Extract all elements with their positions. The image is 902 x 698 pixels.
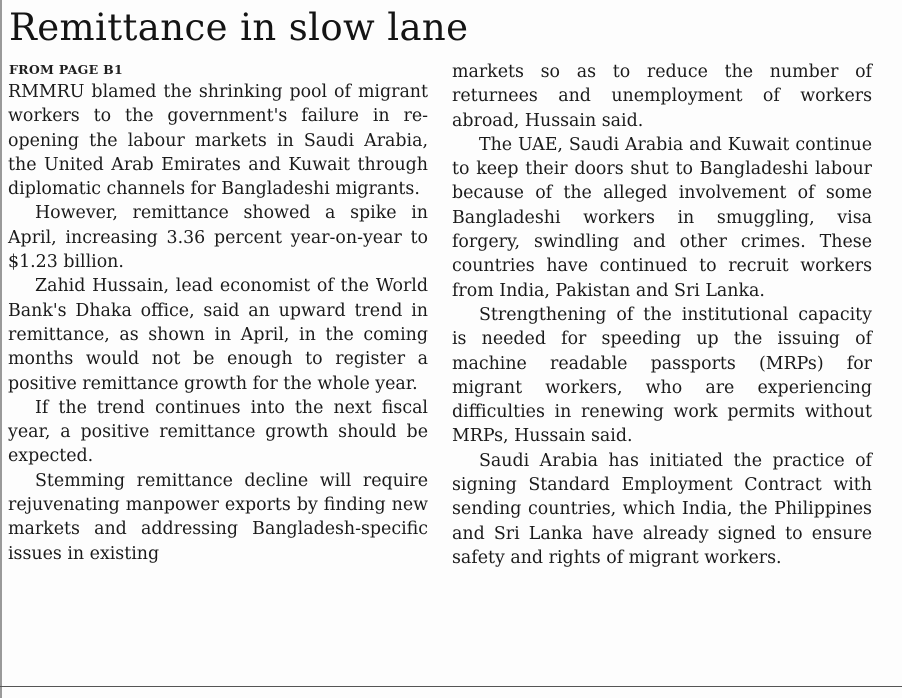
paragraph: RMMRU blamed the shrinking pool of migrant workers to the government's failure in re-opening the labour markets in Saudi Arabia, the United Arab Emirates and Kuwait through diplomatic channels for Bangladeshi migrants. xyxy=(8,82,428,200)
jump-line: FROM PAGE B1 xyxy=(9,62,123,77)
paragraph: Strengthening of the institutional capacity is needed for speeding up the issuing of machine readable passports (MRPs) for migrant workers, who are experiencing difficulties in renewing work permits without MRPs, Hussain said. xyxy=(452,304,872,447)
paragraph: Saudi Arabia has initiated the practice of signing Standard Employment Contract with sending countries, which India, the Philippines and Sri Lanka have already signed to ensure safety and rights of migrant workers. xyxy=(452,450,872,568)
paragraph: The UAE, Saudi Arabia and Kuwait continue to keep their doors shut to Bangladeshi labour because of the alleged involvement of some Bangladeshi workers in smuggling, visa forgery, swindling and other crimes. These countries have continued to recruit workers from India, Pakistan and Sri Lanka. xyxy=(452,134,872,301)
paragraph: If the trend continues into the next fiscal year, a positive remittance growth should be expected. xyxy=(8,397,428,467)
paragraph: Stemming remittance decline will require rejuvenating manpower exports by finding new markets and addressing Bangladesh-specific issues in existing xyxy=(8,470,428,564)
paragraph: Zahid Hussain, lead economist of the World Bank's Dhaka office, said an upward trend in remittance, as shown in April, in the coming months would not be enough to register a positive remittance growth for the whole year. xyxy=(8,276,428,394)
right-column xyxy=(452,60,872,570)
paragraph-continued: markets so as to reduce the number of returnees and unemployment of workers abroad, Hussain said. xyxy=(452,62,872,131)
article-headline: Remittance in slow lane xyxy=(9,6,469,49)
left-column xyxy=(8,80,428,566)
clipping-left-edge xyxy=(0,0,2,698)
bottom-divider xyxy=(0,686,902,687)
paragraph: However, remittance showed a spike in April, increasing 3.36 percent year-on-year to $1.23 billion. xyxy=(8,203,428,273)
